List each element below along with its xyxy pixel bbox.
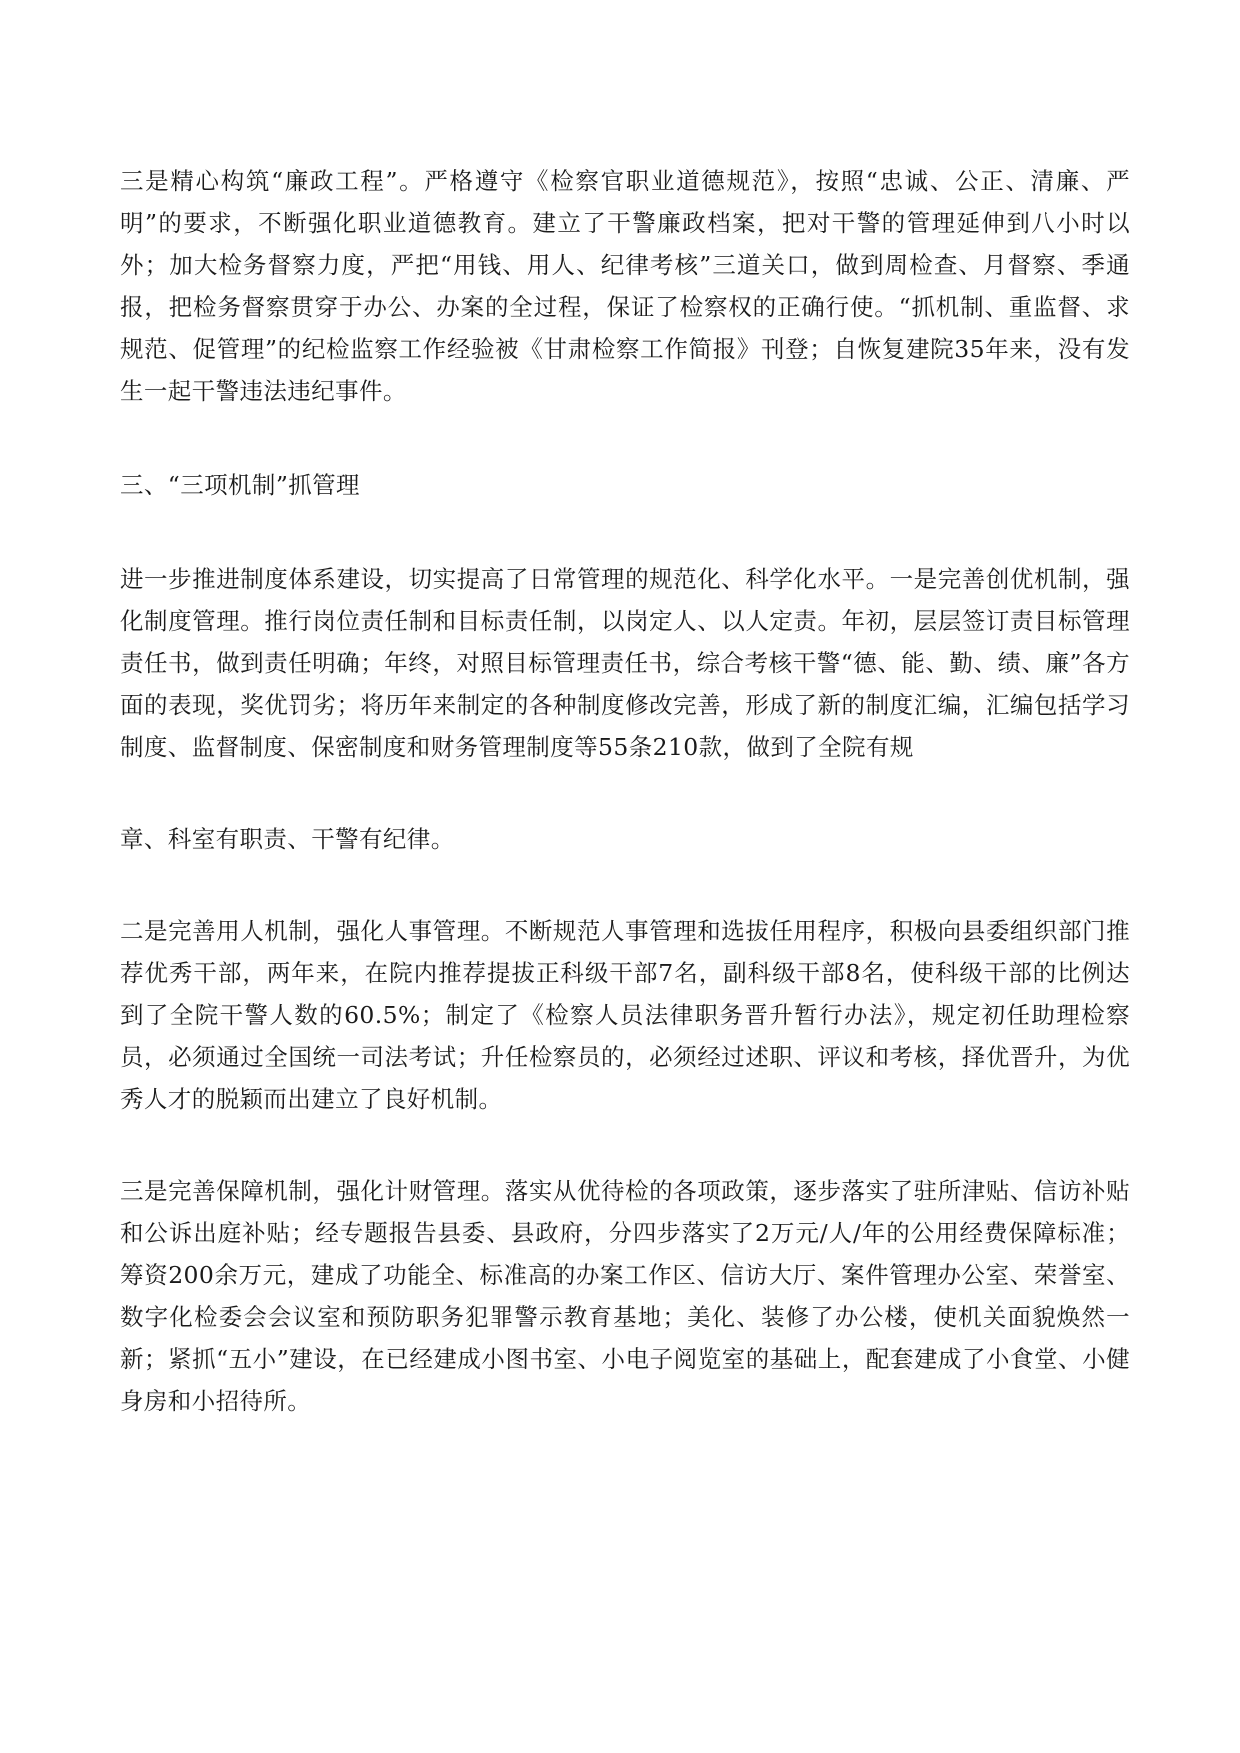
- paragraph-support-mechanism: 三是完善保障机制，强化计财管理。落实从优待检的各项政策，逐步落实了驻所津贴、信访补贴和公诉出庭补贴；经专题报告县委、县政府，分四步落实了2万元/人/年的公用经费保障标准；筹资200余万元，建成了功能全、标准高的办案工作区、信访大厅、案件管理办公室、荣誉室、数字化检委会会议室和预防职务犯罪警示教育基地；美化、装修了办公楼，使机关面貌焕然一新；紧抓“五小”建设，在已经建成小图书室、小电子阅览室的基础上，配套建成了小食堂、小健身房和小招待所。: [120, 1177, 1130, 1415]
- paragraph-continuation: 章、科室有职责、干警有纪律。: [120, 825, 455, 853]
- paragraph-spacer: [120, 1120, 1130, 1170]
- paragraph-integrity-project: 三是精心构筑“廉政工程”。严格遵守《检察官职业道德规范》，按照“忠诚、公正、清廉、严明”的要求，不断强化职业道德教育。建立了干警廉政档案，把对干警的管理延伸到八小时以外；加大检务督察力度，严把“用钱、用人、纪律考核”三道关口，做到周检查、月督察、季通报，把检务督察贯穿于办公、办案的全过程，保证了检察权的正确行使。“抓机制、重监督、求规范、促管理”的纪检监察工作经验被《甘肃检察工作简报》刊登；自恢复建院35年来，没有发生一起干警违法违纪事件。: [120, 167, 1130, 405]
- document-body: [120, 160, 1130, 1422]
- paragraph-personnel-mechanism: 二是完善用人机制，强化人事管理。不断规范人事管理和选拔任用程序，积极向县委组织部门推荐优秀干部，两年来，在院内推荐提拔正科级干部7名，副科级干部8名，使科级干部的比例达到了全院干警人数的60.5%；制定了《检察人员法律职务晋升暂行办法》，规定初任助理检察员，必须通过全国统一司法考试；升任检察员的，必须经过述职、评议和考核，择优晋升，为优秀人才的脱颖而出建立了良好机制。: [120, 917, 1130, 1113]
- paragraph-spacer: [120, 506, 1130, 558]
- paragraph-spacer: [120, 412, 1130, 464]
- paragraph-system-building: 进一步推进制度体系建设，切实提高了日常管理的规范化、科学化水平。一是完善创优机制，强化制度管理。推行岗位责任制和目标责任制，以岗定人、以人定责。年初，层层签订责目标管理责任书，做到责任明确；年终，对照目标管理责任书，综合考核干警“德、能、勤、绩、廉”各方面的表现，奖优罚劣；将历年来制定的各种制度修改完善，形成了新的制度汇编，汇编包括学习制度、监督制度、保密制度和财务管理制度等55条210款，做到了全院有规: [120, 565, 1130, 761]
- paragraph-spacer: [120, 768, 1130, 818]
- paragraph-spacer: [120, 860, 1130, 910]
- section-heading-three-mechanisms: 三、“三项机制”抓管理: [120, 471, 360, 499]
